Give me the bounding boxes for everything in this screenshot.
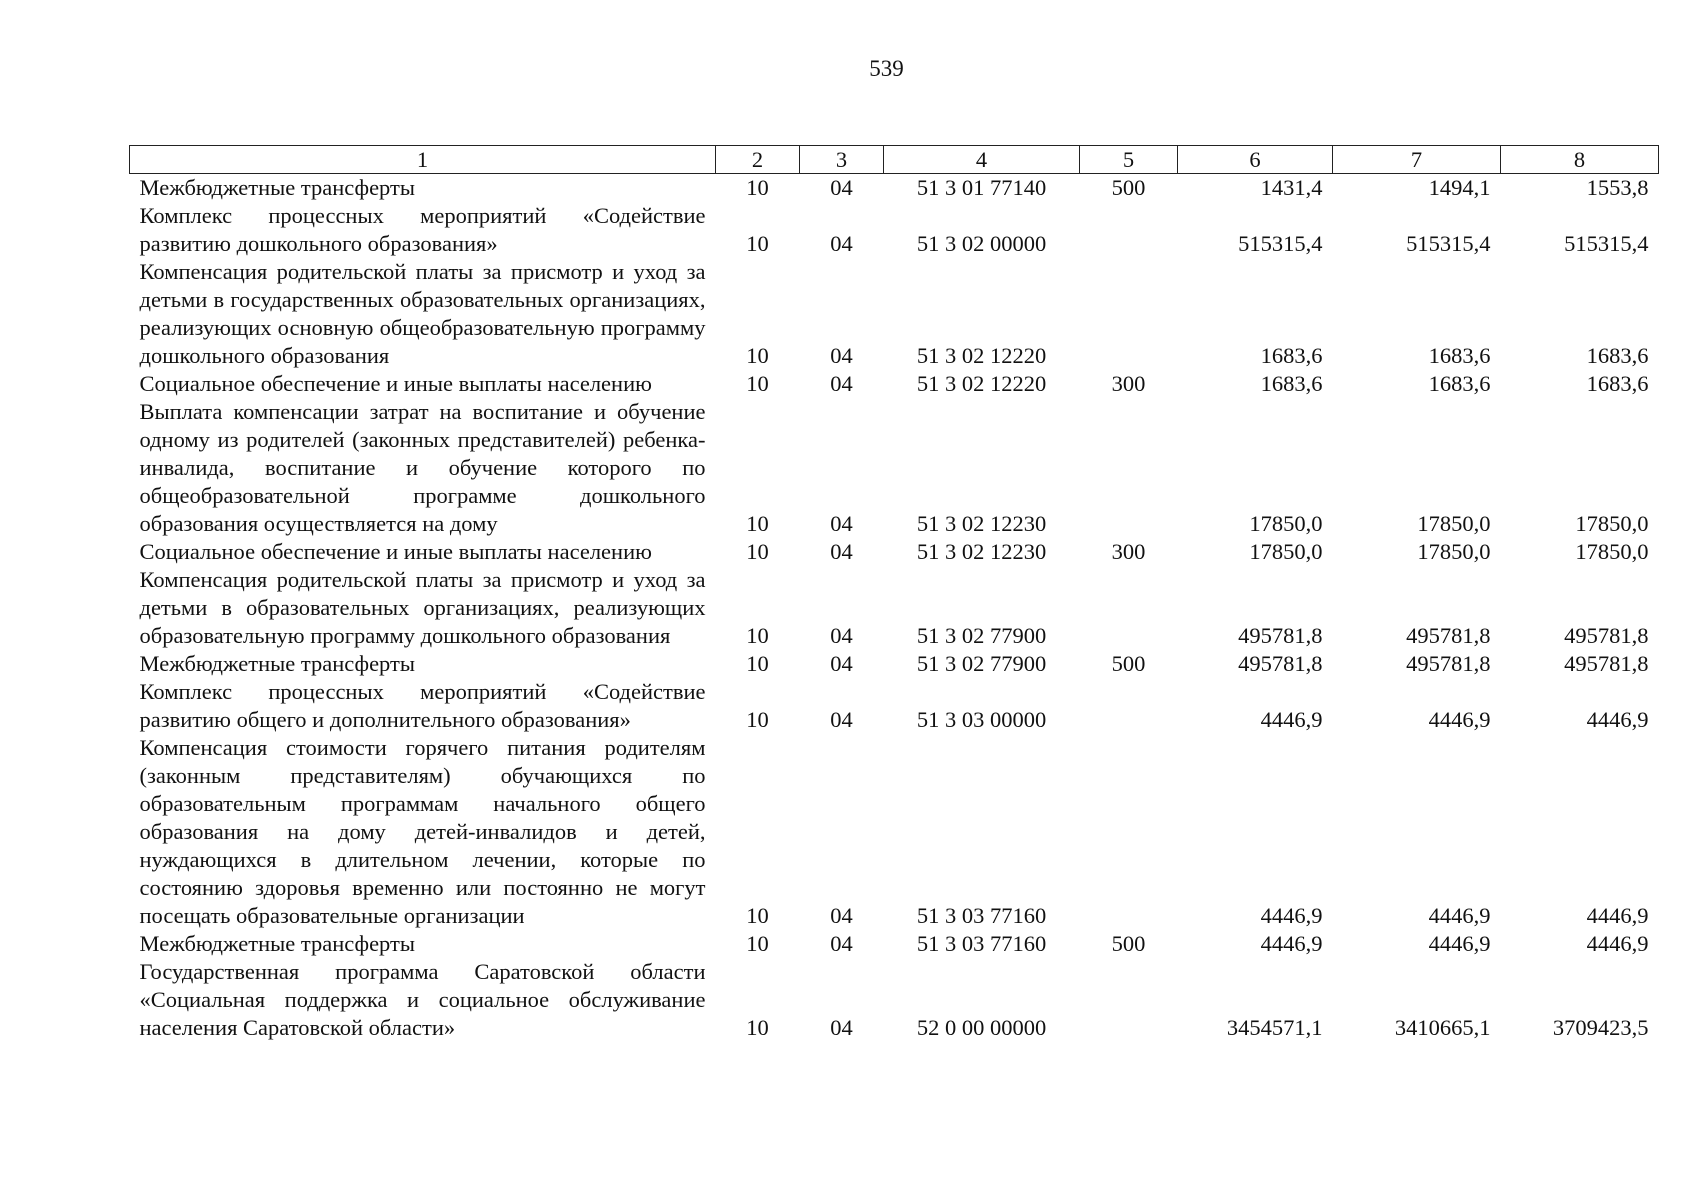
section-code-cell: 10 xyxy=(746,511,769,536)
amount-col8-cell: 4446,9 xyxy=(1586,707,1649,732)
header-row xyxy=(130,146,1659,174)
expense-type-cell: 500 xyxy=(1111,651,1146,676)
column-header-1: 1 xyxy=(130,146,716,174)
expense-type-cell: 500 xyxy=(1111,931,1146,956)
amount-col7-cell: 1494,1 xyxy=(1428,175,1491,200)
amount-col6-cell: 1683,6 xyxy=(1260,343,1323,368)
table-row xyxy=(130,930,1659,958)
table-header xyxy=(130,146,1659,174)
target-article-cell: 51 3 03 00000 xyxy=(916,707,1047,732)
target-article-cell: 51 3 02 77900 xyxy=(916,623,1047,648)
section-code-cell: 10 xyxy=(746,343,769,368)
table-row xyxy=(130,202,1659,258)
section-code-cell: 10 xyxy=(746,903,769,928)
section-code-cell: 10 xyxy=(746,539,769,564)
table-row xyxy=(130,398,1659,538)
amount-col8-cell: 17850,0 xyxy=(1575,511,1649,536)
subsection-code-cell: 04 xyxy=(830,931,853,956)
expense-type-cell xyxy=(1080,202,1178,258)
target-article-cell: 51 3 03 77160 xyxy=(916,931,1047,956)
table-row xyxy=(130,678,1659,734)
table-row xyxy=(130,650,1659,678)
column-header-8: 8 xyxy=(1501,146,1659,174)
row-name-cell: Выплата компенсации затрат на воспитание и обучение одному из родителей (законных представителей) ребенка-инвалида, воспитание и обучение которого по общеобразовательной программе дошкольного образования осуществляется на дому xyxy=(139,399,706,536)
section-code-cell: 10 xyxy=(746,651,769,676)
column-header-6: 6 xyxy=(1178,146,1333,174)
expense-type-cell xyxy=(1080,734,1178,930)
table-row xyxy=(130,370,1659,398)
row-name-cell: Компенсация родительской платы за присмотр и уход за детьми в государственных образовательных организациях, реализующих основную общеобразовательную программу дошкольного образования xyxy=(139,259,706,368)
target-article-cell: 51 3 02 77900 xyxy=(916,651,1047,676)
row-name-cell: Межбюджетные трансферты xyxy=(139,651,415,676)
column-header-4: 4 xyxy=(884,146,1080,174)
subsection-code-cell: 04 xyxy=(830,511,853,536)
amount-col7-cell: 1683,6 xyxy=(1428,371,1491,396)
row-name-cell: Государственная программа Саратовской области «Социальная поддержка и социальное обслуживание населения Саратовской области» xyxy=(139,959,706,1040)
amount-col6-cell: 3454571,1 xyxy=(1226,1015,1323,1040)
column-header-2: 2 xyxy=(716,146,800,174)
section-code-cell: 10 xyxy=(746,623,769,648)
row-name-cell: Социальное обеспечение и иные выплаты населению xyxy=(139,371,652,396)
column-header-7: 7 xyxy=(1333,146,1501,174)
table-row xyxy=(130,258,1659,370)
row-name-cell: Межбюджетные трансферты xyxy=(139,931,415,956)
subsection-code-cell: 04 xyxy=(830,903,853,928)
amount-col8-cell: 1683,6 xyxy=(1586,371,1649,396)
section-code-cell: 10 xyxy=(746,175,769,200)
amount-col7-cell: 17850,0 xyxy=(1417,539,1491,564)
amount-col8-cell: 17850,0 xyxy=(1575,539,1649,564)
amount-col8-cell: 3709423,5 xyxy=(1552,1015,1649,1040)
amount-col6-cell: 495781,8 xyxy=(1238,651,1323,676)
subsection-code-cell: 04 xyxy=(830,707,853,732)
amount-col7-cell: 4446,9 xyxy=(1428,931,1491,956)
expense-type-cell: 500 xyxy=(1111,175,1146,200)
amount-col7-cell: 515315,4 xyxy=(1406,231,1491,256)
amount-col6-cell: 17850,0 xyxy=(1249,511,1323,536)
amount-col7-cell: 4446,9 xyxy=(1428,903,1491,928)
expense-type-cell xyxy=(1080,566,1178,650)
expense-type-cell xyxy=(1080,958,1178,1042)
amount-col7-cell: 17850,0 xyxy=(1417,511,1491,536)
amount-col6-cell: 495781,8 xyxy=(1238,623,1323,648)
subsection-code-cell: 04 xyxy=(830,1015,853,1040)
subsection-code-cell: 04 xyxy=(830,343,853,368)
subsection-code-cell: 04 xyxy=(830,539,853,564)
expense-type-cell xyxy=(1080,678,1178,734)
amount-col8-cell: 495781,8 xyxy=(1564,623,1649,648)
amount-col6-cell: 515315,4 xyxy=(1238,231,1323,256)
budget-table xyxy=(129,145,1659,1042)
column-header-3: 3 xyxy=(800,146,884,174)
amount-col6-cell: 4446,9 xyxy=(1260,707,1323,732)
amount-col7-cell: 495781,8 xyxy=(1406,623,1491,648)
target-article-cell: 51 3 02 00000 xyxy=(916,231,1047,256)
subsection-code-cell: 04 xyxy=(830,231,853,256)
amount-col7-cell: 1683,6 xyxy=(1428,343,1491,368)
amount-col7-cell: 3410665,1 xyxy=(1394,1015,1491,1040)
row-name-cell: Комплекс процессных мероприятий «Содействие развитию дошкольного образования» xyxy=(139,203,706,256)
subsection-code-cell: 04 xyxy=(830,623,853,648)
amount-col6-cell: 17850,0 xyxy=(1249,539,1323,564)
page-number: 539 xyxy=(869,56,904,81)
target-article-cell: 51 3 01 77140 xyxy=(916,175,1047,200)
section-code-cell: 10 xyxy=(746,371,769,396)
amount-col6-cell: 1683,6 xyxy=(1260,371,1323,396)
table-row xyxy=(130,538,1659,566)
amount-col8-cell: 1553,8 xyxy=(1586,175,1649,200)
amount-col7-cell: 495781,8 xyxy=(1406,651,1491,676)
expense-type-cell: 300 xyxy=(1111,371,1146,396)
subsection-code-cell: 04 xyxy=(830,371,853,396)
expense-type-cell xyxy=(1080,398,1178,538)
amount-col6-cell: 1431,4 xyxy=(1260,175,1323,200)
target-article-cell: 51 3 02 12220 xyxy=(916,343,1047,368)
table-row xyxy=(130,566,1659,650)
expense-type-cell: 300 xyxy=(1111,539,1146,564)
amount-col8-cell: 515315,4 xyxy=(1564,231,1649,256)
table-row xyxy=(130,174,1659,203)
section-code-cell: 10 xyxy=(746,231,769,256)
amount-col6-cell: 4446,9 xyxy=(1260,931,1323,956)
target-article-cell: 51 3 03 77160 xyxy=(916,903,1047,928)
row-name-cell: Социальное обеспечение и иные выплаты населению xyxy=(139,539,652,564)
amount-col8-cell: 1683,6 xyxy=(1586,343,1649,368)
amount-col8-cell: 4446,9 xyxy=(1586,931,1649,956)
section-code-cell: 10 xyxy=(746,1015,769,1040)
row-name-cell: Комплекс процессных мероприятий «Содействие развитию общего и дополнительного образования» xyxy=(139,679,706,732)
table-row xyxy=(130,958,1659,1042)
column-header-5: 5 xyxy=(1080,146,1178,174)
amount-col8-cell: 4446,9 xyxy=(1586,903,1649,928)
subsection-code-cell: 04 xyxy=(830,651,853,676)
target-article-cell: 51 3 02 12230 xyxy=(916,511,1047,536)
amount-col7-cell: 4446,9 xyxy=(1428,707,1491,732)
amount-col6-cell: 4446,9 xyxy=(1260,903,1323,928)
section-code-cell: 10 xyxy=(746,707,769,732)
target-article-cell: 52 0 00 00000 xyxy=(916,1015,1047,1040)
target-article-cell: 51 3 02 12230 xyxy=(916,539,1047,564)
row-name-cell: Компенсация родительской платы за присмотр и уход за детьми в образовательных организациях, реализующих образовательную программу дошкольного образования xyxy=(139,567,706,648)
target-article-cell: 51 3 02 12220 xyxy=(916,371,1047,396)
expense-type-cell xyxy=(1080,258,1178,370)
row-name-cell: Компенсация стоимости горячего питания родителям (законным представителям) обучающихся по образовательным программам начального общего образования на дому детей-инвалидов и детей, нуждающихся в длительном лечении, которые по состоянию здоровья временно или постоянно не могут посещать образовательные организации xyxy=(139,735,706,928)
table-body xyxy=(130,174,1659,1043)
subsection-code-cell: 04 xyxy=(830,175,853,200)
table-row xyxy=(130,734,1659,930)
row-name-cell: Межбюджетные трансферты xyxy=(139,175,415,200)
amount-col8-cell: 495781,8 xyxy=(1564,651,1649,676)
section-code-cell: 10 xyxy=(746,931,769,956)
